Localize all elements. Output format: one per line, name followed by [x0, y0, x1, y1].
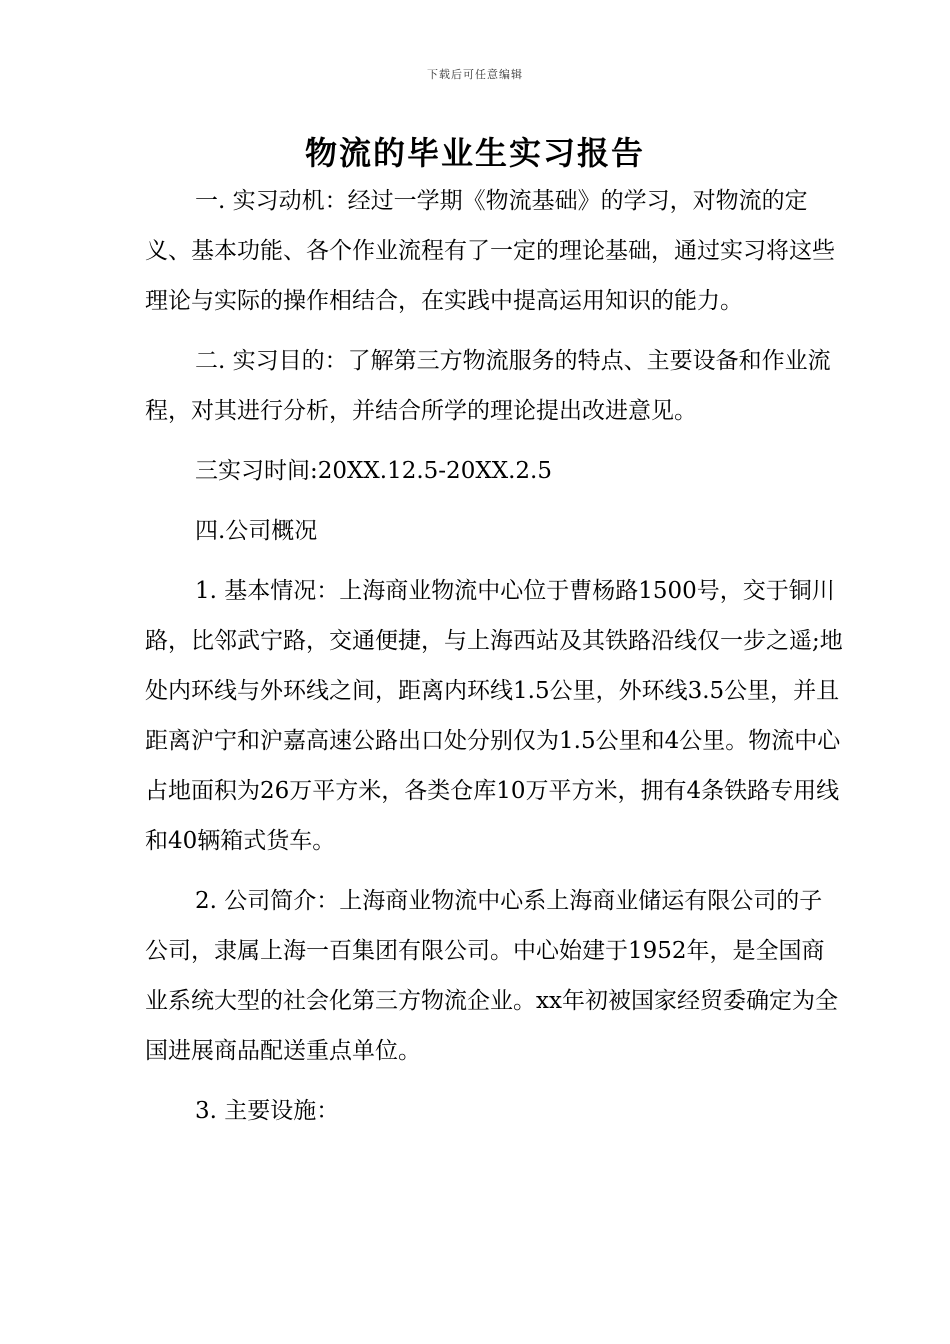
- paragraph-main-facilities: 3. 主要设施：: [195, 1098, 340, 1124]
- paragraph-company-profile: 2. 公司简介：上海商业物流中心系上海商业储运有限公司的子公司，隶属上海一百集团有限公司。中心始建于1952年，是全国商业系统大型的社会化第三方物流企业。xx年初被国家经贸委确定为全国进展商品配送重点单位。: [145, 888, 838, 1064]
- paragraph-internship-motivation: 一. 实习动机：经过一学期《物流基础》的学习，对物流的定义、基本功能、各个作业流程有了一定的理论基础，通过实习将这些理论与实际的操作相结合，在实践中提高运用知识的能力。: [145, 188, 835, 314]
- paragraph-internship-purpose: 二. 实习目的：了解第三方物流服务的特点、主要设备和作业流程，对其进行分析，并结合所学的理论提出改进意见。: [145, 348, 831, 424]
- paragraph-basic-situation: 1. 基本情况：上海商业物流中心位于曹杨路1500号，交于铜川路，比邻武宁路，交通便捷，与上海西站及其铁路沿线仅一步之遥;地处内环线与外环线之间，距离内环线1.5公里，外环线3.5公里，并且距离沪宁和沪嘉高速公路出口处分别仅为1.5公里和4公里。物流中心占地面积为26万平方米，各类仓库10万平方米，拥有4条铁路专用线和40辆箱式货车。: [145, 578, 843, 854]
- document-title: 物流的毕业生实习报告: [304, 134, 645, 172]
- page-header-note: 下载后可任意编辑: [427, 68, 523, 81]
- paragraph-internship-time: 三实习时间:20XX.12.5-20XX.2.5: [195, 458, 552, 484]
- paragraph-company-overview-heading: 四.公司概况: [195, 518, 318, 544]
- document-body: [145, 176, 845, 1136]
